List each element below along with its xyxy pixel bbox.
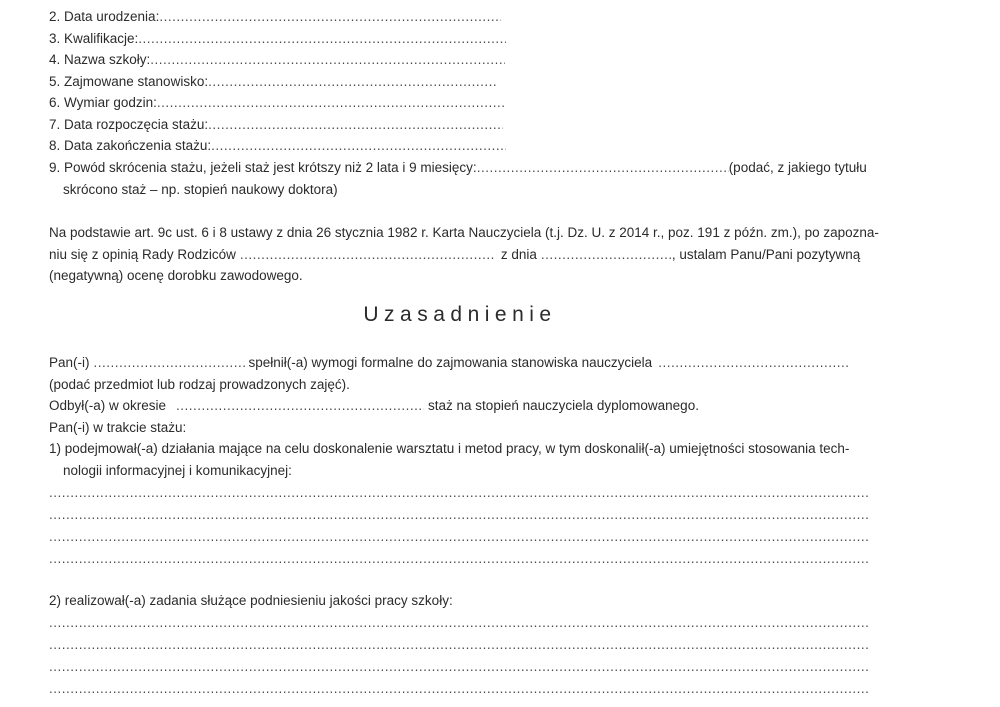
answer-line (49, 482, 869, 504)
justification-line3 (49, 395, 699, 417)
fill-in-line (658, 352, 850, 374)
field-label: 9. Powód skrócenia stażu, jeżeli staż jest krótszy niż 2 lata i 9 miesięcy: (49, 160, 477, 175)
basis-paragraph-line3: (negatywną) ocenę dorobku zawodowego. (49, 268, 303, 283)
answer-line (49, 612, 869, 634)
field-label: 2. Data urodzenia: (49, 9, 160, 24)
section-heading: Uzasadnienie (363, 303, 557, 326)
answer-line (49, 504, 869, 526)
fill-in-line (138, 28, 506, 50)
field-label: 5. Zajmowane stanowisko: (49, 73, 209, 89)
field-label: 8. Data zakończenia stażu: (49, 138, 212, 153)
field-hint-continuation: skrócono staż – np. stopień naukowy doktora) (63, 181, 338, 197)
fill-in-line (94, 352, 246, 374)
fill-in-line (176, 395, 424, 417)
answer-line (49, 548, 869, 570)
fill-in-line (240, 244, 496, 266)
fill-in-line (211, 135, 506, 157)
fill-in-line (541, 244, 672, 266)
item1-line1: 1) podejmował(-a) działania mające na celu doskonalenie warsztatu i metod pracy, w tym doskonalił(-a) umiejętności stosowania tech- (49, 441, 850, 456)
justification-text: Pan(-i) (49, 355, 90, 370)
field-internship-end (49, 135, 506, 157)
item1-line2: nologii informacyjnej i komunikacyjnej: (63, 462, 292, 478)
field-label: 6. Wymiar godzin: (49, 95, 157, 110)
field-hint: (podać, z jakiego tytułu (728, 160, 867, 175)
fill-in-line (208, 71, 498, 93)
fill-in-line (150, 49, 505, 71)
basis-text: z dnia (500, 246, 537, 262)
fill-in-line (208, 114, 503, 136)
justification-text: Odbył(-a) w okresie (49, 398, 167, 413)
basis-text: , ustalam Panu/Pani pozytywną (671, 246, 861, 262)
justification-text: staż na stopień nauczyciela dyplomowanego. (428, 398, 699, 413)
fill-in-line (157, 92, 505, 114)
field-birth-date (49, 6, 501, 28)
fill-in-line (477, 157, 729, 179)
basis-paragraph-line1: Na podstawie art. 9c ust. 6 i 8 ustawy z dnia 26 stycznia 1982 r. Karta Nauczyciela (t.j. Dz. U. z 2014 r., poz. 191 z późn. zm.), po zapozna- (49, 225, 879, 240)
field-label: 4. Nazwa szkoły: (49, 52, 151, 67)
justification-line2: (podać przedmiot lub rodzaj prowadzonych zajęć). (49, 376, 350, 392)
field-position (49, 71, 498, 93)
answer-line (49, 656, 869, 678)
basis-text: niu się z opinią Rady Rodziców (49, 246, 236, 262)
field-shortening-reason (49, 157, 867, 179)
basis-paragraph-line2 (49, 244, 860, 266)
fill-in-line (159, 6, 501, 28)
field-internship-start (49, 114, 503, 136)
answer-line (49, 526, 869, 548)
field-working-hours (49, 92, 505, 114)
justification-text: spełnił(-a) wymogi formalne do zajmowania stanowiska nauczyciela (248, 355, 653, 370)
answer-line (49, 678, 869, 700)
field-label: 7. Data rozpoczęcia stażu: (49, 116, 209, 132)
item2-line: 2) realizował(-a) zadania służące podniesieniu jakości pracy szkoły: (49, 593, 453, 608)
field-school-name (49, 49, 505, 71)
field-label: 3. Kwalifikacje: (49, 30, 139, 46)
justification-line4: Pan(-i) w trakcie stażu: (49, 419, 187, 435)
answer-line (49, 634, 869, 656)
field-qualifications (49, 28, 506, 50)
justification-line1 (49, 352, 850, 374)
